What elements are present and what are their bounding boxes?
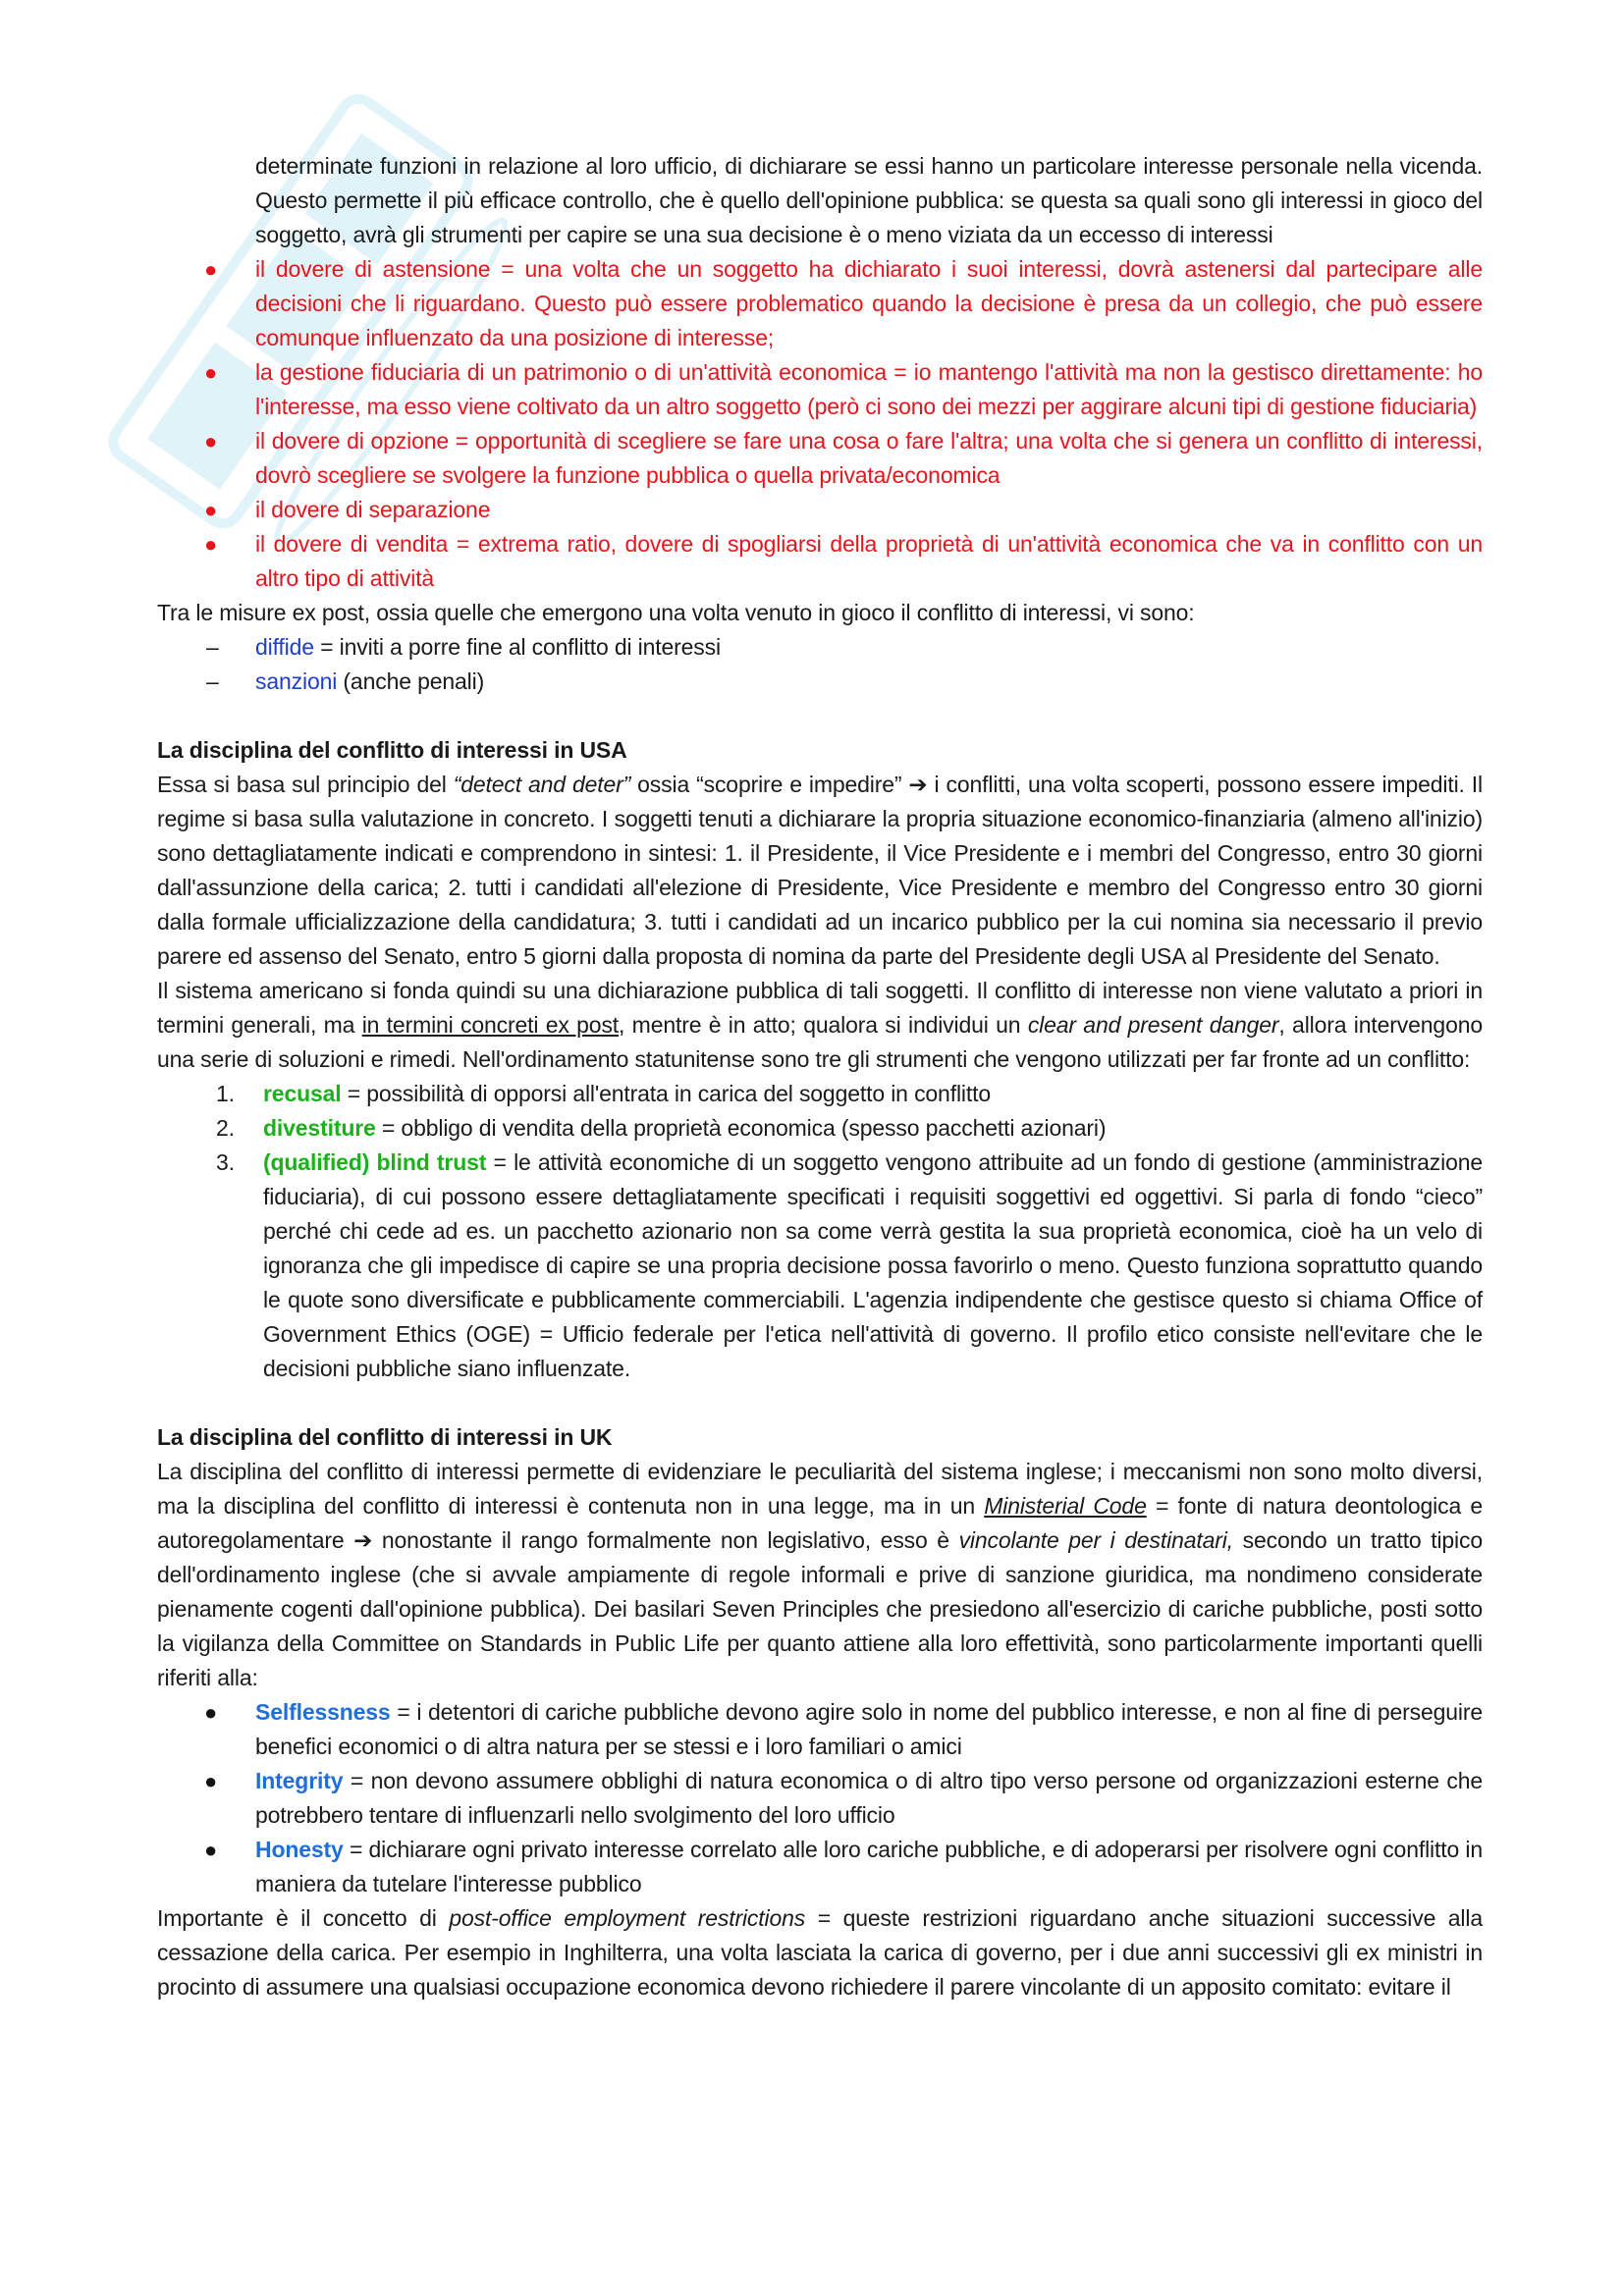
document-page (157, 149, 1483, 2004)
list-item: ● la gestione fiduciaria di un patrimonio o di un'attività economica = io mantengo l'attività ma non la gestisco direttamente: ho l'interesse, ma esso viene coltivato da un altro soggetto (però ci sono dei mezzi per aggirare alcuni tipi di gestione fiduciaria) (157, 355, 1483, 424)
bullet-icon: ● (204, 532, 218, 557)
expost-list (157, 630, 1483, 699)
list-item: ● Honesty = dichiarare ogni privato interesse correlato alle loro cariche pubbliche, e di adoperarsi per risolvere ogni conflitto in maniera da tutelare l'interesse pubblico (157, 1833, 1483, 1901)
uk-heading: La disciplina del conflitto di interessi in UK (157, 1424, 613, 1450)
list-item: 3. (qualified) blind trust = le attività economiche di un soggetto vengono attribuite ad un fondo di gestione (amministrazione fiduciaria), di cui possono essere dettagliatamente specificati i requisiti soggettivi ed oggettivi. Si parla di fondo “cieco” perché chi cede ad es. un pacchetto azionario non sa come verrà gestita la sua proprietà economica, cioè ha un velo di ignoranza che gli impedisce di capire se una propria decisione possa favorirlo o meno. Questo funziona soprattutto quando le quote sono diversificate e pubblicamente commerciabili. L'agenzia indipendente che gestisce questo si chiama Office of Government Ethics (OGE) = Ufficio federale per l'etica nell'attività di governo. Il profilo etico consiste nell'evitare che le decisioni pubbliche siano influenzate. (216, 1149, 1483, 1381)
list-item: ● il dovere di astensione = una volta che un soggetto ha dichiarato i suoi interessi, dovrà astenersi dal partecipare alle decisioni che li riguardano. Questo può essere problematico quando la decisione è presa da un collegio, che può essere comunque influenzato da una posizione di interesse; (157, 252, 1483, 355)
usa-tools-list (157, 1077, 1483, 1386)
dash-icon: – (206, 668, 219, 694)
list-item: ● Selflessness = i detentori di cariche pubbliche devono agire solo in nome del pubblico interesse, e non al fine di perseguire benefici economici o di altra natura per se stessi e i loro familiari o amici (157, 1695, 1483, 1764)
list-item: 1. recusal = possibilità di opporsi all'entrata in carica del soggetto in conflitto (216, 1081, 991, 1106)
bullet-icon: ● (204, 498, 218, 522)
uk-paragraph-1: La disciplina del conflitto di interessi permette di evidenziare le peculiarità del sistema inglese; i meccanismi non sono molto diversi, ma la disciplina del conflitto di interessi è contenuta non in una legge, ma in un Ministerial Code = fonte di natura deontologica e autoregolamentare ➔ nonostante il rango formalmente non legislativo, esso è vincolante per i destinatari, secondo un tratto tipico dell'ordinamento inglese (che si avvale ampiamente di regole informali e prive di sanzione giuridica, ma nondimeno considerate pienamente cogenti dall'opinione pubblica). Dei basilari Seven Principles che presiedono all'esercizio di cariche pubbliche, posti sotto la vigilanza della Committee on Standards in Public Life per quanto attiene alla loro effettività, sono particolarmente importanti quelli riferiti alla: (157, 1459, 1484, 1690)
list-item: ● il dovere di vendita = extrema ratio, dovere di spogliarsi della proprietà di un'attività economica che va in conflitto con un altro tipo di attività (157, 527, 1483, 596)
bullet-icon: ● (204, 1769, 218, 1793)
list-item: 2. divestiture = obbligo di vendita della proprietà economica (spesso pacchetti azionari) (216, 1115, 1107, 1141)
list-item: ● il dovere di opzione = opportunità di scegliere se fare una cosa o fare l'altra; una volta che si genera un conflitto di interessi, dovrò scegliere se svolgere la funzione pubblica o quella privata/economica (157, 424, 1483, 493)
list-item: – sanzioni (anche penali) (157, 665, 1483, 699)
list-item: ● il dovere di separazione (157, 493, 1483, 527)
dash-icon: – (206, 634, 219, 660)
uk-paragraph-2: Importante è il concetto di post-office employment restrictions = queste restrizioni riguardano anche situazioni successive alla cessazione della carica. Per esempio in Inghilterra, una volta lasciata la carica di governo, per i due anni successivi gli ex ministri in procinto di assumere una qualsiasi occupazione economica devono richiedere il parere vincolante di un apposito comitato: evitare il (157, 1905, 1483, 2000)
bullet-icon: ● (204, 429, 218, 454)
usa-heading: La disciplina del conflitto di interessi in USA (157, 737, 627, 763)
list-item: ● Integrity = non devono assumere obblighi di natura economica o di altro tipo verso persone od organizzazioni esterne che potrebbero tentare di influenzarli nello svolgimento del loro ufficio (157, 1764, 1483, 1833)
bullet-icon: ● (204, 1700, 218, 1725)
intro-paragraph: determinate funzioni in relazione al loro ufficio, di dichiarare se essi hanno un particolare interesse personale nella vicenda. Questo permette il più efficace controllo, che è quello dell'opinione pubblica: se questa sa quali sono gli interessi in gioco del soggetto, avrà gli strumenti per capire se una sua decisione è o meno viziata da un eccesso di interessi (255, 153, 1483, 247)
bullet-icon: ● (204, 1838, 218, 1862)
list-item: – diffide = inviti a porre fine al conflitto di interessi (157, 630, 1483, 665)
usa-paragraph-2: Il sistema americano si fonda quindi su una dichiarazione pubblica di tali soggetti. Il conflitto di interesse non viene valutato a priori in termini generali, ma in termini concreti ex post, mentre è in atto; qualora si individui un clear and present danger, allora intervengono una serie di soluzioni e rimedi. Nell'ordinamento statunitense sono tre gli strumenti che vengono utilizzati per far fronte ad un conflitto: (157, 978, 1483, 1072)
uk-principles-list (157, 1695, 1483, 1901)
usa-paragraph-1: Essa si basa sul principio del “detect and deter” ossia “scoprire e impedire” ➔ i conflitti, una volta scoperti, possono essere impediti. Il regime si basa sulla valutazione in concreto. I soggetti tenuti a dichiarare la propria situazione economico-finanziaria (almeno all'inizio) sono dettagliatamente indicati e comprendono in sintesi: 1. il Presidente, il Vice Presidente e i membri del Congresso, entro 30 giorni dall'assunzione della carica; 2. tutti i candidati all'elezione di Presidente, Vice Presidente e membro del Congresso entro 30 giorni dalla formale ufficializzazione della candidatura; 3. tutti i candidati ad un incarico pubblico per la cui nomina sia necessario il previo parere ed assenso del Senato, entro 5 giorni dalla proposta di nomina da parte del Presidente degli USA al Presidente del Senato. (157, 772, 1483, 969)
duties-list (157, 252, 1483, 596)
expost-intro: Tra le misure ex post, ossia quelle che emergono una volta venuto in gioco il conflitto di interessi, vi sono: (157, 600, 1195, 625)
bullet-icon: ● (204, 257, 218, 282)
bullet-icon: ● (204, 360, 218, 385)
